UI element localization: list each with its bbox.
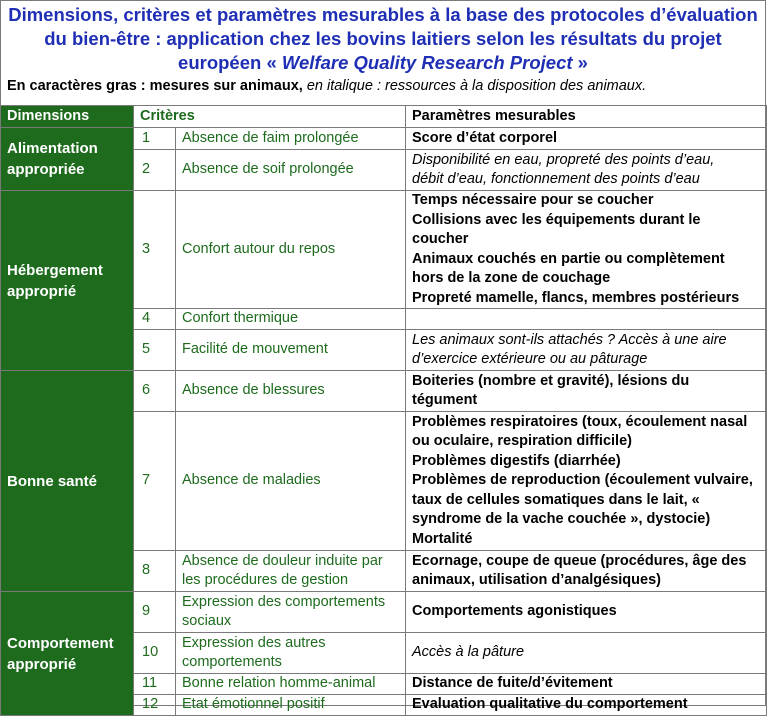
dimension-label: Alimentation [7,140,98,157]
criterion-name: Facilité de mouvement [176,330,406,371]
table-row [1,128,767,150]
parameter-cell [406,633,767,674]
criterion-name: Confort thermique [176,309,406,330]
legend-note [1,75,765,95]
criterion-number: 4 [134,309,176,330]
criterion-name: Absence de maladies [176,412,406,551]
parameter-line: Collisions avec les équipements durant le coucher [412,211,701,247]
parameter-line: Comportements agonistiques [412,603,617,620]
criterion-name-line: Absence de douleur induite par [182,552,383,569]
parameter-cell [406,592,767,633]
table-row [1,371,767,412]
criterion-name-line: sociaux [182,613,232,629]
dimension-label: approprié [7,282,77,300]
criterion-name: Absence de faim prolongée [176,128,406,150]
header-row [1,106,767,128]
criterion-number: 9 [134,592,176,633]
parameter-line: débit d’eau, fonctionnement des points d’eau [412,171,700,187]
parameter-line: Ecornage, coupe de queue (procédures, âge des [412,552,747,569]
criterion-name-line: Expression des autres [182,634,326,651]
document-title [1,1,765,75]
title-line-3 [5,51,761,75]
parameter-line: Score d’état corporel [412,129,558,146]
title-line-3-suffix: » [572,52,588,73]
dimension-label: appropriée [7,161,85,178]
criterion-name: Bonne relation homme-animal [176,674,406,695]
criterion-number: 6 [134,371,176,412]
dimension-label: approprié [7,655,77,673]
criterion-name [176,551,406,592]
parameter-line: Propreté mamelle, flancs, membres postérieurs [412,289,740,306]
parameter-line: animaux, utilisation d’analgésiques) [412,572,661,588]
parameter-line: Problèmes digestifs (diarrhée) [412,452,621,469]
criterion-number: 3 [134,191,176,309]
legend-italic: en italique : ressources à la disposition des animaux. [302,78,647,94]
parameter-line: Les animaux sont-ils attachés ? Accès à une aire [412,331,727,348]
parameter-line: Temps nécessaire pour se coucher [412,192,654,208]
criterion-name [176,633,406,674]
parameter-cell [406,674,767,695]
parameter-cell [406,695,767,716]
parameter-line: Mortalité [412,530,473,547]
criterion-name: Absence de blessures [176,371,406,412]
legend-bold: En caractères gras : mesures sur animaux, [7,78,303,94]
parameter-line: ou oculaire, respiration difficile) [412,433,632,450]
dimension-alimentation [1,128,134,191]
header-parametres: Paramètres mesurables [406,106,767,128]
criterion-name: Absence de soif prolongée [176,150,406,191]
criterion-number: 1 [134,128,176,150]
title-line-2: du bien-être : application chez les bovins laitiers selon les résultats du projet [44,28,722,49]
criterion-number: 8 [134,551,176,592]
parameter-cell [406,330,767,371]
criterion-number: 5 [134,330,176,371]
parameter-line: syndrome de la vache couchée », dystocie) [412,511,711,528]
parameter-line: Animaux couchés en partie ou complètement [412,250,725,267]
criterion-number: 10 [134,633,176,674]
dimension-label: Bonne santé [7,472,98,490]
criterion-name-line: les procédures de gestion [182,572,349,588]
parameter-line: d’exercice extérieure ou au pâturage [412,351,648,367]
header-dimensions: Dimensions [1,106,134,128]
dimension-label: Hébergement [7,261,103,279]
table-row [1,191,767,309]
parameter-cell [406,191,767,309]
parameter-cell [406,309,767,330]
criterion-number: 12 [134,695,176,716]
criterion-number: 11 [134,674,176,695]
criterion-number: 7 [134,412,176,551]
parameter-line: hors de la zone de couchage [412,270,611,286]
criterion-name: Etat émotionnel positif [176,695,406,716]
parameter-line: Problèmes de reproduction (écoulement vulvaire, [412,472,753,489]
parameter-line: Boiteries (nombre et gravité), lésions du [412,372,690,389]
table-row [1,592,767,633]
project-name: Welfare Quality Research Project [281,52,573,73]
dimension-hebergement [1,191,134,371]
parameter-cell [406,551,767,592]
parameter-cell [406,150,767,191]
title-line-3-prefix: européen « [178,52,282,73]
criterion-number: 2 [134,150,176,191]
parameter-line: Distance de fuite/d’évitement [412,675,613,692]
criterion-name-line: comportements [182,654,282,670]
parameter-line: Disponibilité en eau, propreté des points d’eau, [412,151,715,168]
header-criteres: Critères [134,106,406,128]
parameter-line: tégument [412,392,478,408]
dimension-bonne-sante [1,371,134,592]
parameter-cell [406,371,767,412]
welfare-table [0,105,767,716]
parameter-line: Problèmes respiratoires (toux, écoulement nasal [412,413,748,430]
parameter-line: taux de cellules somatiques dans le lait, « [412,491,700,508]
dimension-comportement [1,592,134,716]
criterion-name-line: Expression des comportements [182,593,386,610]
parameter-line: Accès à la pâture [412,644,525,661]
criterion-name [176,592,406,633]
parameter-cell [406,412,767,551]
parameter-line: Evaluation qualitative du comportement [412,696,688,713]
criterion-name: Confort autour du repos [176,191,406,309]
parameter-cell [406,128,767,150]
title-line-1: Dimensions, critères et paramètres mesurables à la base des protocoles d’évaluation [8,4,758,25]
dimension-label: Comportement [7,634,114,652]
